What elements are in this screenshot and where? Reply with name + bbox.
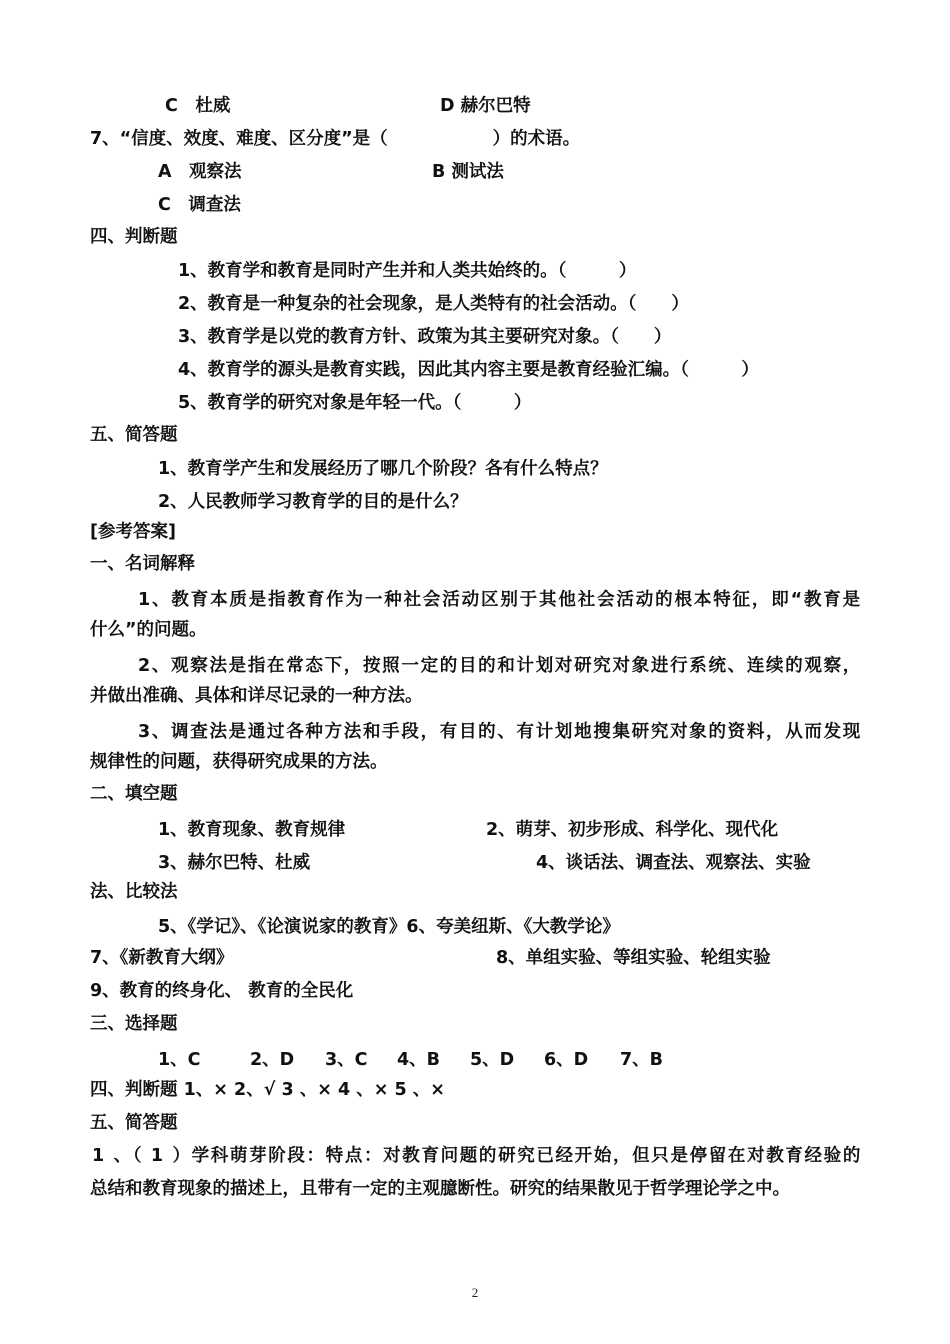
answer-term-1-line-2: 什么”的问题。 xyxy=(90,620,207,640)
answer-term-1-line-1: 1、教育本质是指教育作为一种社会活动区别于其他社会活动的根本特征，即“教育是 xyxy=(138,590,862,610)
answers-fill-heading: 二、填空题 xyxy=(90,784,178,804)
page-number: 2 xyxy=(471,1285,479,1300)
choice-answer: 3、C xyxy=(325,1050,368,1070)
answers-short-heading: 五、简答题 xyxy=(90,1113,178,1133)
judge-item: 2、教育是一种复杂的社会现象，是人类特有的社会活动。（ ） xyxy=(178,294,689,314)
choice-answer: 1、C xyxy=(158,1050,201,1070)
short-item: 2、人民教师学习教育学的目的是什么？ xyxy=(158,492,468,512)
option-c-q7: C 调查法 xyxy=(158,195,241,215)
fill-answer: 5、《学记》、《论演说家的教育》6、夸美纽斯、《大教学论》 xyxy=(158,917,620,937)
judge-item: 4、教育学的源头是教育实践，因此其内容主要是教育经验汇编。（ ） xyxy=(178,360,759,380)
answer-term-3-line-2: 规律性的问题，获得研究成果的方法。 xyxy=(90,752,388,772)
option-b-q7: B 测试法 xyxy=(432,162,504,182)
short-answer-1-line-2: 总结和教育现象的描述上，且带有一定的主观臆断性。研究的结果散见于哲学理论学之中。 xyxy=(90,1179,790,1199)
fill-answer: 8、单组实验、等组实验、轮组实验 xyxy=(496,948,771,968)
judge-item: 1、教育学和教育是同时产生并和人类共始终的。（ ） xyxy=(178,261,637,281)
fill-answer: 2、萌芽、初步形成、科学化、现代化 xyxy=(486,820,779,840)
answer-term-3-line-1: 3、调查法是通过各种方法和手段，有目的、有计划地搜集研究对象的资料，从而发现 xyxy=(138,722,862,742)
choice-answer: 7、B xyxy=(620,1050,664,1070)
fill-answer: 9、教育的终身化、 教育的全民化 xyxy=(90,981,354,1001)
fill-answer: 7、《新教育大纲》 xyxy=(90,948,234,968)
short-item: 1、教育学产生和发展经历了哪几个阶段？各有什么特点？ xyxy=(158,459,608,479)
question-7: 7、“信度、效度、难度、区分度”是（ ）的术语。 xyxy=(90,129,581,149)
answers-heading: [参考答案] xyxy=(90,522,176,542)
fill-answer: 3、赫尔巴特、杜威 xyxy=(158,853,311,873)
option-c-q6: C 杜威 xyxy=(165,96,231,116)
choice-answer: 2、D xyxy=(250,1050,295,1070)
choice-answer: 6、D xyxy=(544,1050,589,1070)
judge-item: 5、教育学的研究对象是年轻一代。（ ） xyxy=(178,393,532,413)
option-a-q7: A 观察法 xyxy=(158,162,242,182)
choice-answer: 4、B xyxy=(397,1050,441,1070)
section-heading-short: 五、简答题 xyxy=(90,425,178,445)
fill-answer: 4、谈话法、调查法、观察法、实验 xyxy=(536,853,811,873)
answers-terms-heading: 一、名词解释 xyxy=(90,554,195,574)
answers-choice-heading: 三、选择题 xyxy=(90,1014,178,1034)
judge-item: 3、教育学是以党的教育方针、政策为其主要研究对象。（ ） xyxy=(178,327,672,347)
short-answer-1-line-1: 1 、（ 1 ）学科萌芽阶段：特点：对教育问题的研究已经开始，但只是停留在对教育经验的 xyxy=(92,1146,862,1166)
section-heading-judge: 四、判断题 xyxy=(90,227,178,247)
fill-answer: 1、教育现象、教育规律 xyxy=(158,820,346,840)
option-d-q6: D 赫尔巴特 xyxy=(440,96,531,116)
answer-term-2-line-1: 2、观察法是指在常态下，按照一定的目的和计划对研究对象进行系统、连续的观察， xyxy=(138,656,862,676)
answers-judge-line: 四、判断题 1、× 2、√ 3 、× 4 、× 5 、× xyxy=(90,1080,445,1100)
answer-term-2-line-2: 并做出准确、具体和详尽记录的一种方法。 xyxy=(90,686,423,706)
fill-answer-cont: 法、比较法 xyxy=(90,882,178,902)
choice-answer: 5、D xyxy=(470,1050,515,1070)
